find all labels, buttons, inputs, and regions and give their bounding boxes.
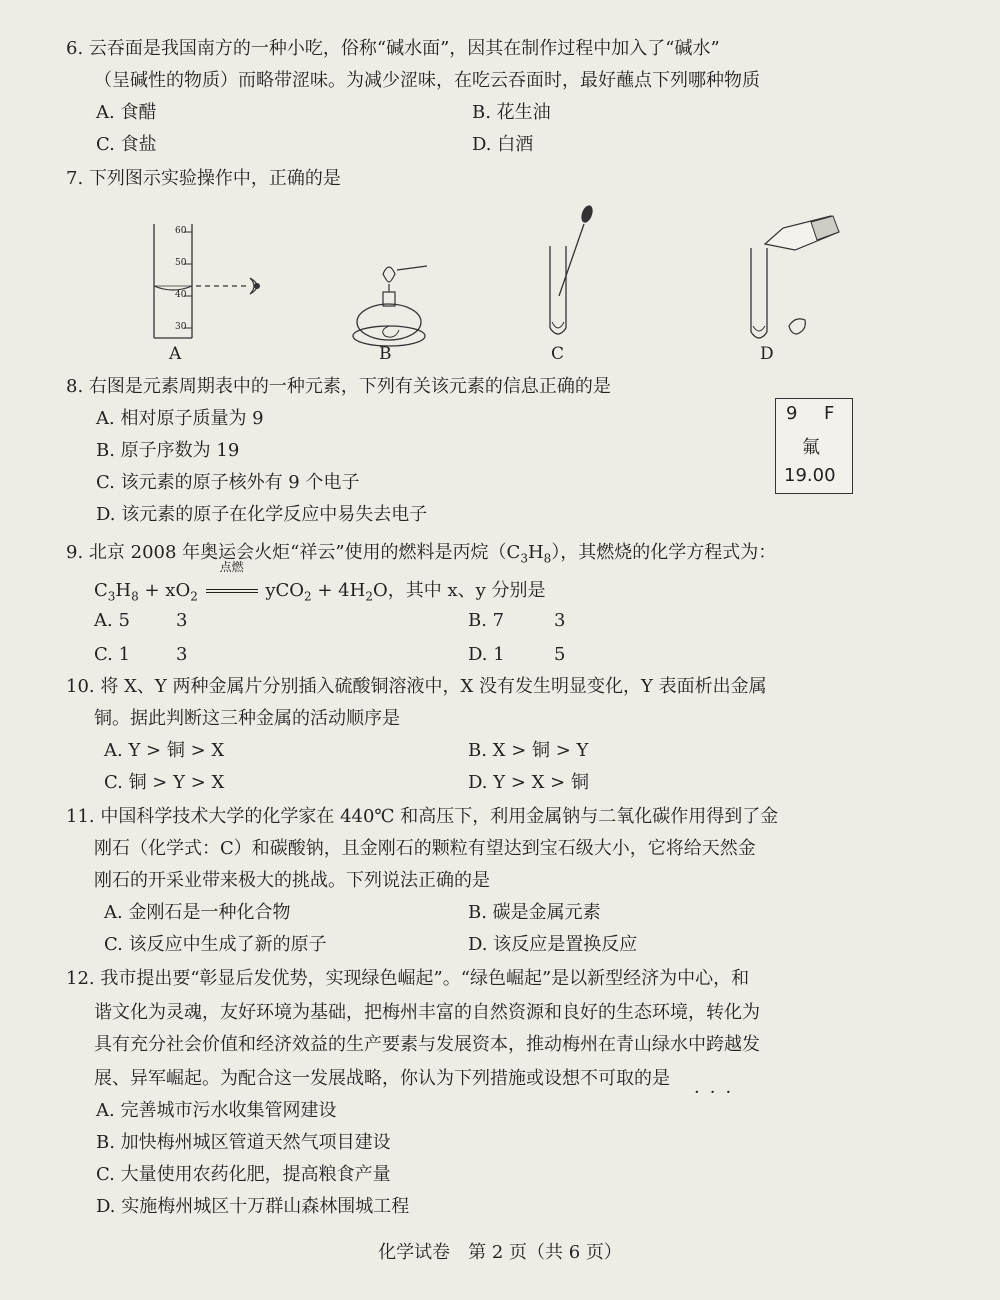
page-footer: 化学试卷 第 2 页（共 6 页） [378,1242,622,1263]
cylinder-reading-figure [140,220,290,345]
dropper-test-tube-figure [540,200,600,345]
q9-option-c-y: 3 [176,644,188,665]
q6-option-a: A. 食醋 [96,102,157,123]
figure-b-label: B [379,344,392,364]
q6-stem-line1: 6. 云吞面是我国南方的一种小吃，俗称“碱水面”，因其在制作过程中加入了“碱水” [66,38,720,59]
q8-option-c: C. 该元素的原子核外有 9 个电子 [96,472,360,493]
figure-d-label: D [760,344,774,364]
element-symbol: F [824,403,835,424]
q12-option-c: C. 大量使用农药化肥，提高粮食产量 [96,1164,391,1185]
q10-stem-line2: 铜。据此判断这三种金属的活动顺序是 [94,708,400,729]
q11-stem-line3: 刚石的开采业带来极大的挑战。下列说法正确的是 [94,870,490,891]
reaction-condition: 点燃 [219,560,244,574]
q12-option-d: D. 实施梅州城区十万群山森林围城工程 [96,1196,410,1217]
q9-option-a-y: 3 [176,610,188,631]
element-fluorine-card [775,398,853,494]
reaction-arrow [204,560,260,604]
emphasis-dots: ··· [694,1082,742,1103]
q9-option-a: A. 5 [94,610,130,631]
cylinder-tick-30: 30 [175,322,187,332]
q10-option-b: B. X > 铜 > Y [468,740,589,761]
cylinder-tick-40: 40 [175,290,187,300]
pouring-liquid-figure [735,210,845,345]
q9-option-b-y: 3 [554,610,566,631]
q8-option-b: B. 原子序数为 19 [96,440,240,461]
q11-stem-line1: 11. 中国科学技术大学的化学家在 440℃ 和高压下，利用金属钠与二氧化碳作用得到了金 [66,806,779,827]
q6-option-d: D. 白酒 [472,134,534,155]
q9-stem: 9. 北京 2008 年奥运会火炬“祥云”使用的燃料是丙烷$(C_3H_8)$，其燃烧的化学方程式为： [66,542,777,566]
q8-option-a: A. 相对原子质量为 9 [96,408,264,429]
element-atomic-mass: 19.00 [784,465,836,486]
q11-option-b: B. 碳是金属元素 [468,902,601,923]
figure-c-label: C [551,344,565,364]
element-atomic-number: 9 [786,403,798,424]
q6-stem-line2: （呈碱性的物质）而略带涩味。为减少涩味，在吃云吞面时，最好蘸点下列哪种物质 [94,70,760,91]
figure-a-label: A [169,344,182,364]
q6-option-b: B. 花生油 [472,102,551,123]
q12-stem-line4: 展、异军崛起。为配合这一发展战略，你认为下列措施或设想不可取的是 [94,1068,670,1089]
q9-option-d-y: 5 [554,644,566,665]
element-name: 氟 [802,437,820,458]
q12-option-b: B. 加快梅州城区管道天然气项目建设 [96,1132,391,1153]
q10-option-d: D. Y > X > 铜 [468,772,589,793]
q12-stem-line3: 具有充分社会价值和经济效益的生产要素与发展资本，推动梅州在青山绿水中跨越发 [94,1034,760,1055]
q11-stem-line2: 刚石（化学式：C）和碳酸钠，且金刚石的颗粒有望达到宝石级大小，它将给天然金 [94,838,756,859]
q7-stem: 7. 下列图示实验操作中，正确的是 [66,168,341,189]
cylinder-tick-60: 60 [175,226,187,236]
q12-option-a: A. 完善城市污水收集管网建设 [96,1100,337,1121]
q10-option-c: C. 铜 > Y > X [104,772,225,793]
alcohol-lamp-figure [345,252,435,350]
q9-option-b: B. 7 [468,610,505,631]
q8-option-d: D. 该元素的原子在化学反应中易失去电子 [96,504,428,525]
q9-equation: $C_3H_8 + xO_2$ 点燃 $yCO_2 + 4H_2O$，其中 x、y 分别是 [94,560,546,604]
q12-stem-line2: 谐文化为灵魂，友好环境为基础，把梅州丰富的自然资源和良好的生态环境，转化为 [94,1002,760,1023]
q8-stem: 8. 右图是元素周期表中的一种元素，下列有关该元素的信息正确的是 [66,376,611,397]
q10-option-a: A. Y > 铜 > X [104,740,225,761]
cylinder-tick-50: 50 [175,258,187,268]
q9-option-d: D. 1 [468,644,505,665]
q11-option-d: D. 该反应是置换反应 [468,934,638,955]
q11-option-c: C. 该反应中生成了新的原子 [104,934,327,955]
q10-stem-line1: 10. 将 X、Y 两种金属片分别插入硫酸铜溶液中，X 没有发生明显变化，Y 表面析出金属 [66,676,767,697]
q12-stem-line1: 12. 我市提出要“彰显后发优势，实现绿色崛起”。“绿色崛起”是以新型经济为中心，和 [66,968,750,989]
q11-option-a: A. 金刚石是一种化合物 [104,902,291,923]
q6-option-c: C. 食盐 [96,134,157,155]
q9-option-c: C. 1 [94,644,131,665]
